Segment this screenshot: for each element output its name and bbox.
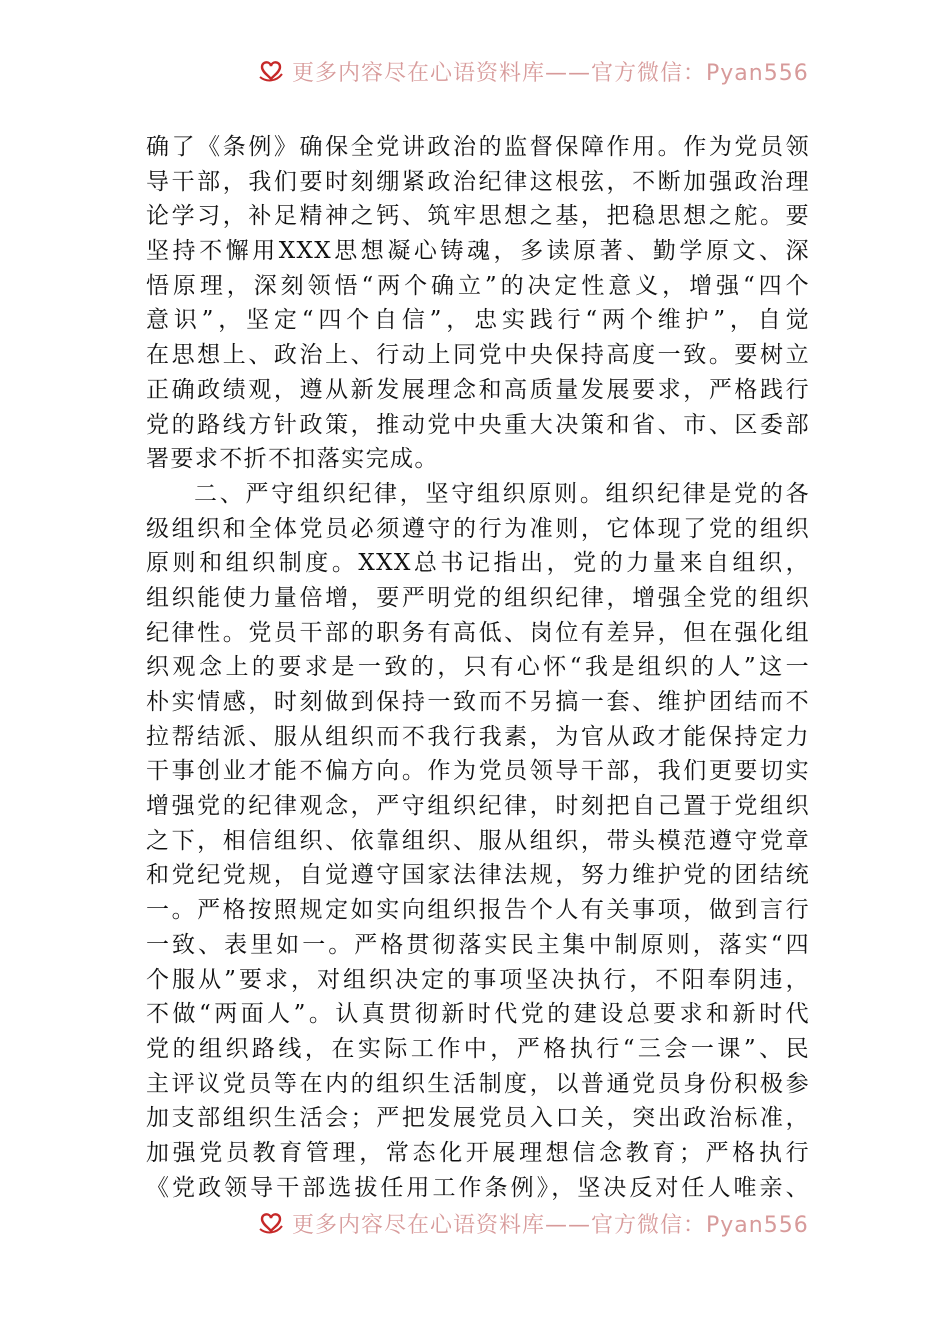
text-line: 署要求不折不扣落实完成。 [146,446,439,473]
text-line: 之下，相信组织、依靠组织、服从组织，带头模范遵守党章 [146,827,810,854]
text-line: 干事创业才能不偏方向。作为党员领导干部，我们更要切实 [146,758,810,785]
text-line: 导干部，我们要时刻绷紧政治纪律这根弦，不断加强政治理 [146,168,810,195]
header-watermark [0,48,950,88]
text-line: 拉帮结派、服从组织而不我行我素，为官从政才能保持定力 [146,723,810,750]
text-line: 和党纪党规，自觉遵守国家法律法规，努力维护党的团结统 [146,862,810,889]
text-line: 个服从”要求，对组织决定的事项坚决执行，不阳奉阴违， [146,966,810,993]
text-line: 悟原理，深刻领悟“两个确立”的决定性意义，增强“四个 [146,272,810,299]
text-line: 不做“两面人”。认真贯彻新时代党的建设总要求和新时代 [146,1001,810,1028]
text-line: 织观念上的要求是一致的，只有心怀“我是组织的人”这一 [146,654,810,681]
heart-swirl-icon [258,1211,284,1235]
text-line: 党的组织路线，在实际工作中，严格执行“三会一课”、民 [146,1035,810,1062]
text-line: 《党政领导干部选拔任用工作条例》，坚决反对任人唯亲、 [146,1174,810,1201]
text-line: 一。严格按照规定如实向组织报告个人有关事项，做到言行 [146,897,810,924]
text-line: 组织能使力量倍增，要严明党的组织纪律，增强全党的组织 [146,584,810,611]
document-body [146,130,810,1205]
text-line: 原则和组织制度。XXX总书记指出，党的力量来自组织， [146,550,810,577]
watermark-text: 更多内容尽在心语资料库——官方微信：Pyan556 [292,60,809,86]
text-line: 坚持不懈用XXX思想凝心铸魂，多读原著、勤学原文、深 [146,238,810,265]
text-line: 意识”，坚定“四个自信”，忠实践行“两个维护”，自觉 [146,307,810,334]
text-line: 级组织和全体党员必须遵守的行为准则，它体现了党的组织 [146,515,810,542]
text-line: 增强党的纪律观念，严守组织纪律，时刻把自己置于党组织 [146,793,810,820]
text-line: 朴实情感，时刻做到保持一致而不另搞一套、维护团结而不 [146,689,810,715]
text-line: 党的路线方针政策，推动党中央重大决策和省、市、区委部 [146,411,810,438]
text-line: 在思想上、政治上、行动上同党中央保持高度一致。要树立 [146,342,810,369]
text-line: 确了《条例》确保全党讲政治的监督保障作用。作为党员领 [146,134,810,160]
text-line: 主评议党员等在内的组织生活制度，以普通党员身份积极参 [146,1070,810,1097]
heart-swirl-icon [258,59,284,83]
text-line: 论学习，补足精神之钙、筑牢思想之基，把稳思想之舵。要 [146,203,810,230]
text-line: 正确政绩观，遵从新发展理念和高质量发展要求，严格践行 [146,376,810,403]
text-line: 纪律性。党员干部的职务有高低、岗位有差异，但在强化组 [146,619,810,646]
text-line: 加支部组织生活会；严把发展党员入口关，突出政治标准， [146,1105,810,1132]
text-line: 二、严守组织纪律，坚守组织原则。组织纪律是党的各 [194,480,810,507]
watermark-text: 更多内容尽在心语资料库——官方微信：Pyan556 [292,1212,809,1238]
footer-watermark [0,1200,950,1240]
text-line: 加强党员教育管理，常态化开展理想信念教育；严格执行 [146,1139,810,1166]
text-line: 一致、表里如一。严格贯彻落实民主集中制原则，落实“四 [146,931,810,958]
